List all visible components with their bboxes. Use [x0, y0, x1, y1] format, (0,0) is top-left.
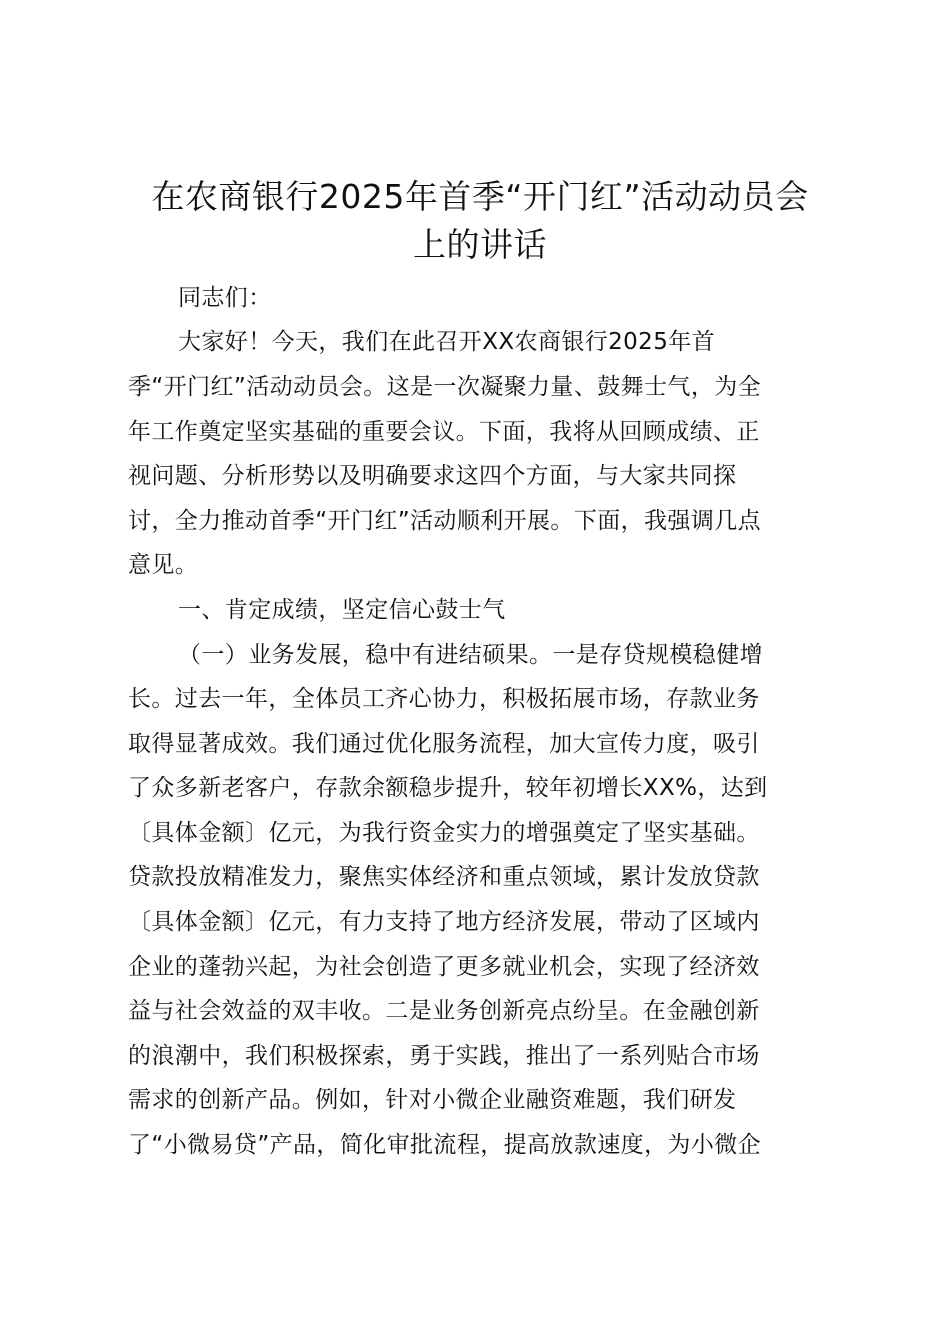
paragraph-line: 贷款投放精准发力，聚焦实体经济和重点领域，累计发放贷款: [128, 864, 760, 890]
document-title-line-2: 上的讲话: [413, 225, 547, 264]
paragraph-line: 〔具体金额〕亿元，有力支持了地方经济发展，带动了区域内: [128, 909, 760, 935]
paragraph-line: 取得显著成效。我们通过优化服务流程，加大宣传力度，吸引: [128, 731, 760, 757]
paragraph-line: 了“小微易贷”产品，简化审批流程，提高放款速度，为小微企: [128, 1132, 762, 1158]
paragraph-line: 需求的创新产品。例如，针对小微企业融资难题，我们研发: [128, 1087, 737, 1113]
paragraph-line: 益与社会效益的双丰收。二是业务创新亮点纷呈。在金融创新: [128, 998, 760, 1024]
paragraph-line: 季“开门红”活动动员会。这是一次凝聚力量、鼓舞士气，为全: [128, 374, 762, 400]
paragraph-line: 年工作奠定坚实基础的重要会议。下面，我将从回顾成绩、正: [128, 419, 760, 445]
document-title-line-1: 在农商银行2025年首季“开门红”活动动员会: [151, 177, 809, 216]
section-heading: 一、肯定成绩，坚定信心鼓士气: [178, 597, 506, 623]
salutation: 同志们：: [178, 285, 272, 311]
paragraph-line: 企业的蓬勃兴起，为社会创造了更多就业机会，实现了经济效: [128, 954, 760, 980]
paragraph-line: 意见。: [128, 552, 199, 578]
paragraph-line: 长。过去一年，全体员工齐心协力，积极拓展市场，存款业务: [128, 686, 760, 712]
paragraph-line: 了众多新老客户，存款余额稳步提升，较年初增长XX%，达到: [128, 775, 768, 801]
paragraph-line: 的浪潮中，我们积极探索，勇于实践，推出了一系列贴合市场: [128, 1043, 760, 1069]
paragraph-line: 讨，全力推动首季“开门红”活动顺利开展。下面，我强调几点: [128, 508, 762, 534]
paragraph-line: 视问题、分析形势以及明确要求这四个方面，与大家共同探: [128, 463, 737, 489]
paragraph-line: 〔具体金额〕亿元，为我行资金实力的增强奠定了坚实基础。: [128, 820, 760, 846]
paragraph-line: （一）业务发展，稳中有进结硕果。一是存贷规模稳健增: [178, 642, 763, 668]
paragraph-line: 大家好！今天，我们在此召开XX农商银行2025年首: [178, 329, 716, 355]
